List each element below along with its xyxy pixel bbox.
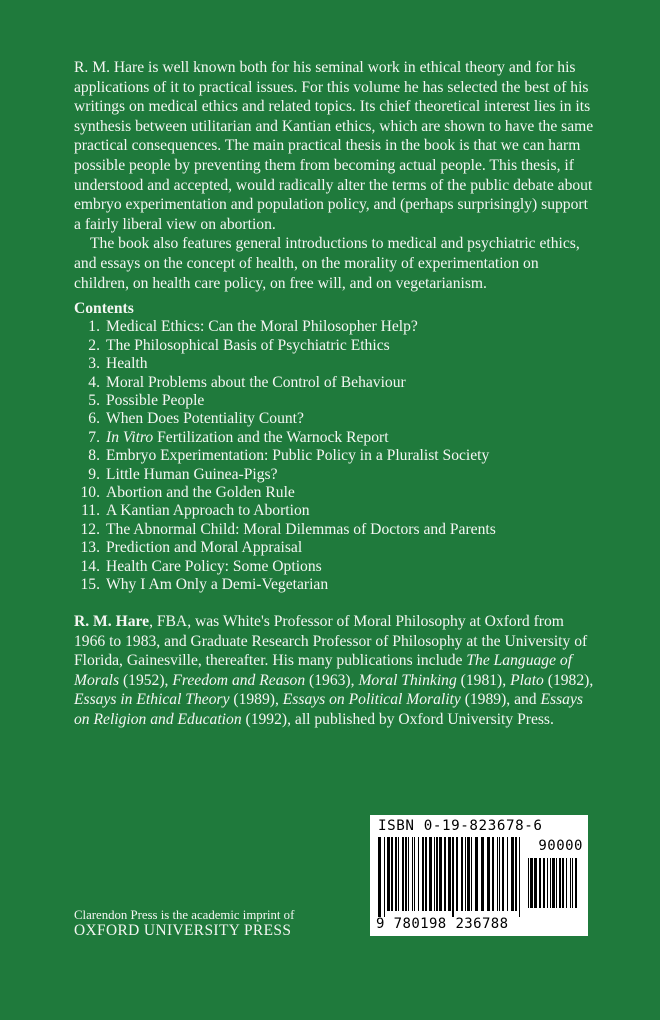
barcode-bar [515,837,517,911]
barcode-bar [395,837,397,911]
barcode-bar [519,837,520,917]
barcode-bar [405,837,407,911]
barcode-bar [566,858,567,908]
barcode-bar [456,837,458,911]
contents-item-title: Prediction and Moral Appraisal [106,539,303,557]
barcode-bar [448,837,451,911]
contents-item [74,484,594,502]
contents-item [74,355,594,373]
barcode-bar [422,837,424,911]
contents-item-number: 14. [80,557,100,575]
barcode-bar [467,837,470,911]
barcode-bar [487,837,490,911]
barcode-bar [572,858,573,908]
isbn-label: ISBN 0-19-823678-6 [378,818,543,834]
barcode-bar [408,837,409,911]
contents-item-title: Embryo Experimentation: Public Policy in a Pluralist Society [106,447,490,465]
contents-item [74,429,594,447]
barcode-bar [475,837,478,911]
barcode-bar [562,858,564,908]
barcode-bar [499,837,500,911]
contents-item-title: Moral Problems about the Control of Behaviour [106,373,406,391]
barcode-bar [507,837,508,911]
contents-item [74,337,594,355]
contents-item-title: The Philosophical Basis of Psychiatric Ethics [106,336,390,354]
contents-item [74,558,594,576]
contents-item [74,374,594,392]
contents-item [74,466,594,484]
barcode-bar [481,837,484,911]
barcode-bar [534,858,537,908]
contents-item-number: 5. [88,392,100,410]
barcode-bar [502,837,504,911]
book-title: Plato [510,671,544,689]
book-title: Moral Thinking [358,671,457,689]
publisher-name: OXFORD UNIVERSITY PRESS [74,922,292,939]
contents-item [74,576,594,594]
contents-item-number: 1. [88,318,100,336]
contents-item-number: 6. [88,410,100,428]
barcode-bar [492,837,494,911]
contents-item [74,539,594,557]
table-of-contents [74,300,594,595]
barcode-bar [434,837,435,911]
contents-item-number: 3. [88,355,100,373]
contents-item-title: Why I Am Only a Demi-Vegetarian [106,576,329,594]
barcode-bar [530,858,533,908]
contents-item-title: The Abnormal Child: Moral Dilemmas of Doctors and Parents [106,520,496,538]
barcode-bar [384,837,385,917]
barcode-bar [398,837,399,911]
contents-item-number: 11. [81,502,100,520]
contents-item-number: 15. [80,576,100,594]
barcode-bar [471,837,472,911]
barcode-bar [452,837,454,917]
publisher-imprint [74,907,294,939]
barcode-bar [414,837,415,911]
contents-item-title: A Kantian Approach to Abortion [106,502,310,520]
barcode-bar [543,858,545,908]
contents-item-title: Abortion and the Golden Rule [106,484,295,502]
contents-item-title: When Does Potentiality Count? [106,410,304,428]
barcode-bar [556,858,557,908]
ean-digits: 9 780198 236788 [376,916,509,932]
barcode-bar [559,858,561,908]
barcode-bar [391,837,393,911]
barcode-bar [387,837,390,911]
price-code: 90000 [538,838,583,854]
contents-heading: Contents [74,300,134,317]
barcode-bar [575,858,577,908]
barcode-bar [402,837,404,911]
barcode-bar [412,837,413,911]
contents-item-title: In Vitro Fertilization and the Warnock Report [106,428,389,446]
price-addon-bars [528,858,582,914]
contents-item-title: Little Human Guinea-Pigs? [106,465,278,483]
description-paragraph-1: R. M. Hare is well known both for his seminal work in ethical theory and for his applications of it to practical issues. For this volume he has selected the best of his writings on medical ethics and related topics. Its chief theoretical interest lies in its synthesis between utilitarian and Kantian ethics, which are shown to have the same practical consequences. The main practical thesis in the book is that we can harm possible people by preventing them from becoming actual people. This thesis, if understood and accepted, would radically alter the terms of the public debate about embryo experimentation and population policy, and (perhaps surprisingly) support a fairly liberal view on abortion. [74,59,594,233]
barcode-bar [429,837,432,911]
imprint-line: Clarendon Press is the academic imprint of [74,908,295,922]
isbn-barcode [370,815,588,936]
barcode-bar [511,837,514,911]
contents-item [74,447,594,465]
author-bio [74,612,594,730]
barcode-bar [497,837,498,911]
barcode-bar [425,837,427,911]
author-name: R. M. Hare [74,613,150,630]
contents-item [74,521,594,539]
contents-item-title: Possible People [106,392,205,410]
contents-item-title: Health Care Policy: Some Options [106,557,322,575]
book-title: Essays on Political Morality [282,691,461,709]
barcode-bar [436,837,438,911]
barcode-bar [570,858,571,908]
contents-item-title: Medical Ethics: Can the Moral Philosopher Help? [106,318,418,336]
barcode-bar [444,837,446,911]
book-title: Essays on Religion and Education [74,691,583,728]
barcode-bar [552,858,555,908]
contents-item-number: 9. [88,465,100,483]
barcode-bar [418,837,419,911]
contents-item [74,392,594,410]
contents-item [74,318,594,336]
barcode-bar [461,837,463,911]
ean-barcode-bars [378,837,524,917]
contents-item-number: 8. [88,447,100,465]
author-bio-paragraph: R. M. Hare, FBA, was White's Professor of Moral Philosophy at Oxford from 1966 to 1983, and Graduate Research Professor of Philosophy at the University of Florida, Gainesville, thereafter. His many publications include The Language of Morals (1952), Freedom and Reason (1963), Moral Thinking (1981), Plato (1982), Essays in Ethical Theory (1989), Essays on Political Morality (1989), and Essays on Religion and Education (1992), all published by Oxford University Press. [74,613,594,728]
barcode-bar [439,837,442,911]
contents-list [74,318,594,594]
barcode-bar [528,858,529,908]
barcode-bar [378,837,381,917]
book-title: The Language of Morals [74,652,573,689]
description [74,58,594,293]
book-title: Freedom and Reason [172,671,306,689]
description-paragraph-2: The book also features general introductions to medical and psychiatric ethics, and essays on the concept of health, on the morality of experimentation on children, on health care policy, on free will, and on vegetarianism. [74,235,580,292]
barcode-bar [539,858,541,908]
contents-item-number: 7. [88,428,100,446]
contents-item [74,502,594,520]
contents-item-number: 10. [80,484,100,502]
barcode-bar [547,858,548,908]
contents-item-number: 4. [88,373,100,391]
barcode-bar [465,837,466,911]
barcode-bar [550,858,551,908]
contents-item-number: 12. [80,520,100,538]
contents-item-number: 2. [88,336,100,354]
book-title: Essays in Ethical Theory [74,691,230,709]
contents-item-number: 13. [80,539,100,557]
contents-item-title: Health [106,355,148,373]
contents-item [74,410,594,428]
